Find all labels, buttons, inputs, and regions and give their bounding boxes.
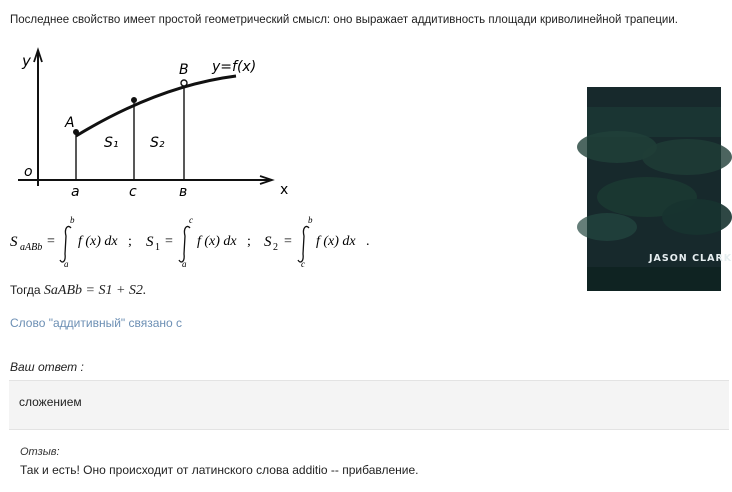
tick-c-label: c <box>129 184 137 200</box>
point-b <box>181 80 187 86</box>
answer-value: сложением <box>19 395 82 409</box>
answer-label: Ваш ответ : <box>10 360 84 374</box>
limit-lower-1: a <box>64 259 69 269</box>
x-axis-label: x <box>280 182 289 198</box>
region-s2-label: S₂ <box>150 135 165 151</box>
tick-a-label: a <box>71 184 80 200</box>
conclusion-line <box>10 283 146 299</box>
conclusion-prefix: Тогда <box>10 283 44 297</box>
conclusion-formula: SaABb = S1 + S2. <box>43 283 147 298</box>
integral-sign-1 <box>60 226 71 262</box>
intro-paragraph: Последнее свойство имеет простой геометрический смысл: оно выражает аддитивность площади криволинейной трапеции. <box>10 14 678 26</box>
point-a-label: A <box>65 115 75 131</box>
integrand-2: f (x) dx <box>197 234 237 249</box>
formula-s2: S <box>264 234 272 250</box>
region-s1-label: S₁ <box>104 135 119 151</box>
limit-lower-3: c <box>301 259 305 269</box>
integral-formulas <box>8 214 428 274</box>
y-axis-label: y <box>22 52 31 70</box>
limit-upper-1: b <box>70 215 75 225</box>
feedback-label: Отзыв: <box>20 446 60 458</box>
formula-s-aabb-sub: aABb <box>20 242 43 253</box>
feedback-text: Так и есть! Оно происходит от латинского слова additio -- прибавление. <box>20 463 419 477</box>
integral-sign-2 <box>179 226 190 262</box>
integrand-3: f (x) dx <box>316 234 356 249</box>
answer-field[interactable] <box>9 380 729 430</box>
formula-eq-2: = <box>165 234 173 249</box>
origin-label: o <box>24 164 33 180</box>
separator-2: ; <box>247 234 251 249</box>
formula-eq-3: = <box>284 234 292 249</box>
point-c <box>131 97 137 103</box>
formula-s2-sub: 2 <box>273 242 278 253</box>
video-thumbnail[interactable] <box>587 87 732 291</box>
formula-end-dot: . <box>366 234 370 249</box>
tick-b-label: в <box>179 184 188 200</box>
point-b-label: B <box>179 62 189 78</box>
curve-fx <box>76 76 236 136</box>
formula-s1-sub: 1 <box>155 242 160 253</box>
curve-label: y=f(x) <box>212 59 257 75</box>
limit-upper-3: b <box>308 215 313 225</box>
video-caption: JASON CLARK <box>649 253 732 264</box>
limit-upper-2: c <box>189 215 193 225</box>
formula-s-aabb: S <box>10 234 18 250</box>
formula-s1: S <box>146 234 154 250</box>
trapezoid-diagram <box>8 46 298 206</box>
separator-1: ; <box>128 234 132 249</box>
limit-lower-2: a <box>182 259 187 269</box>
integrand-1: f (x) dx <box>78 234 118 249</box>
integral-sign-3 <box>298 226 309 262</box>
question-text: Слово "аддитивный" связано с <box>10 316 183 330</box>
formula-eq-1: = <box>47 234 55 249</box>
